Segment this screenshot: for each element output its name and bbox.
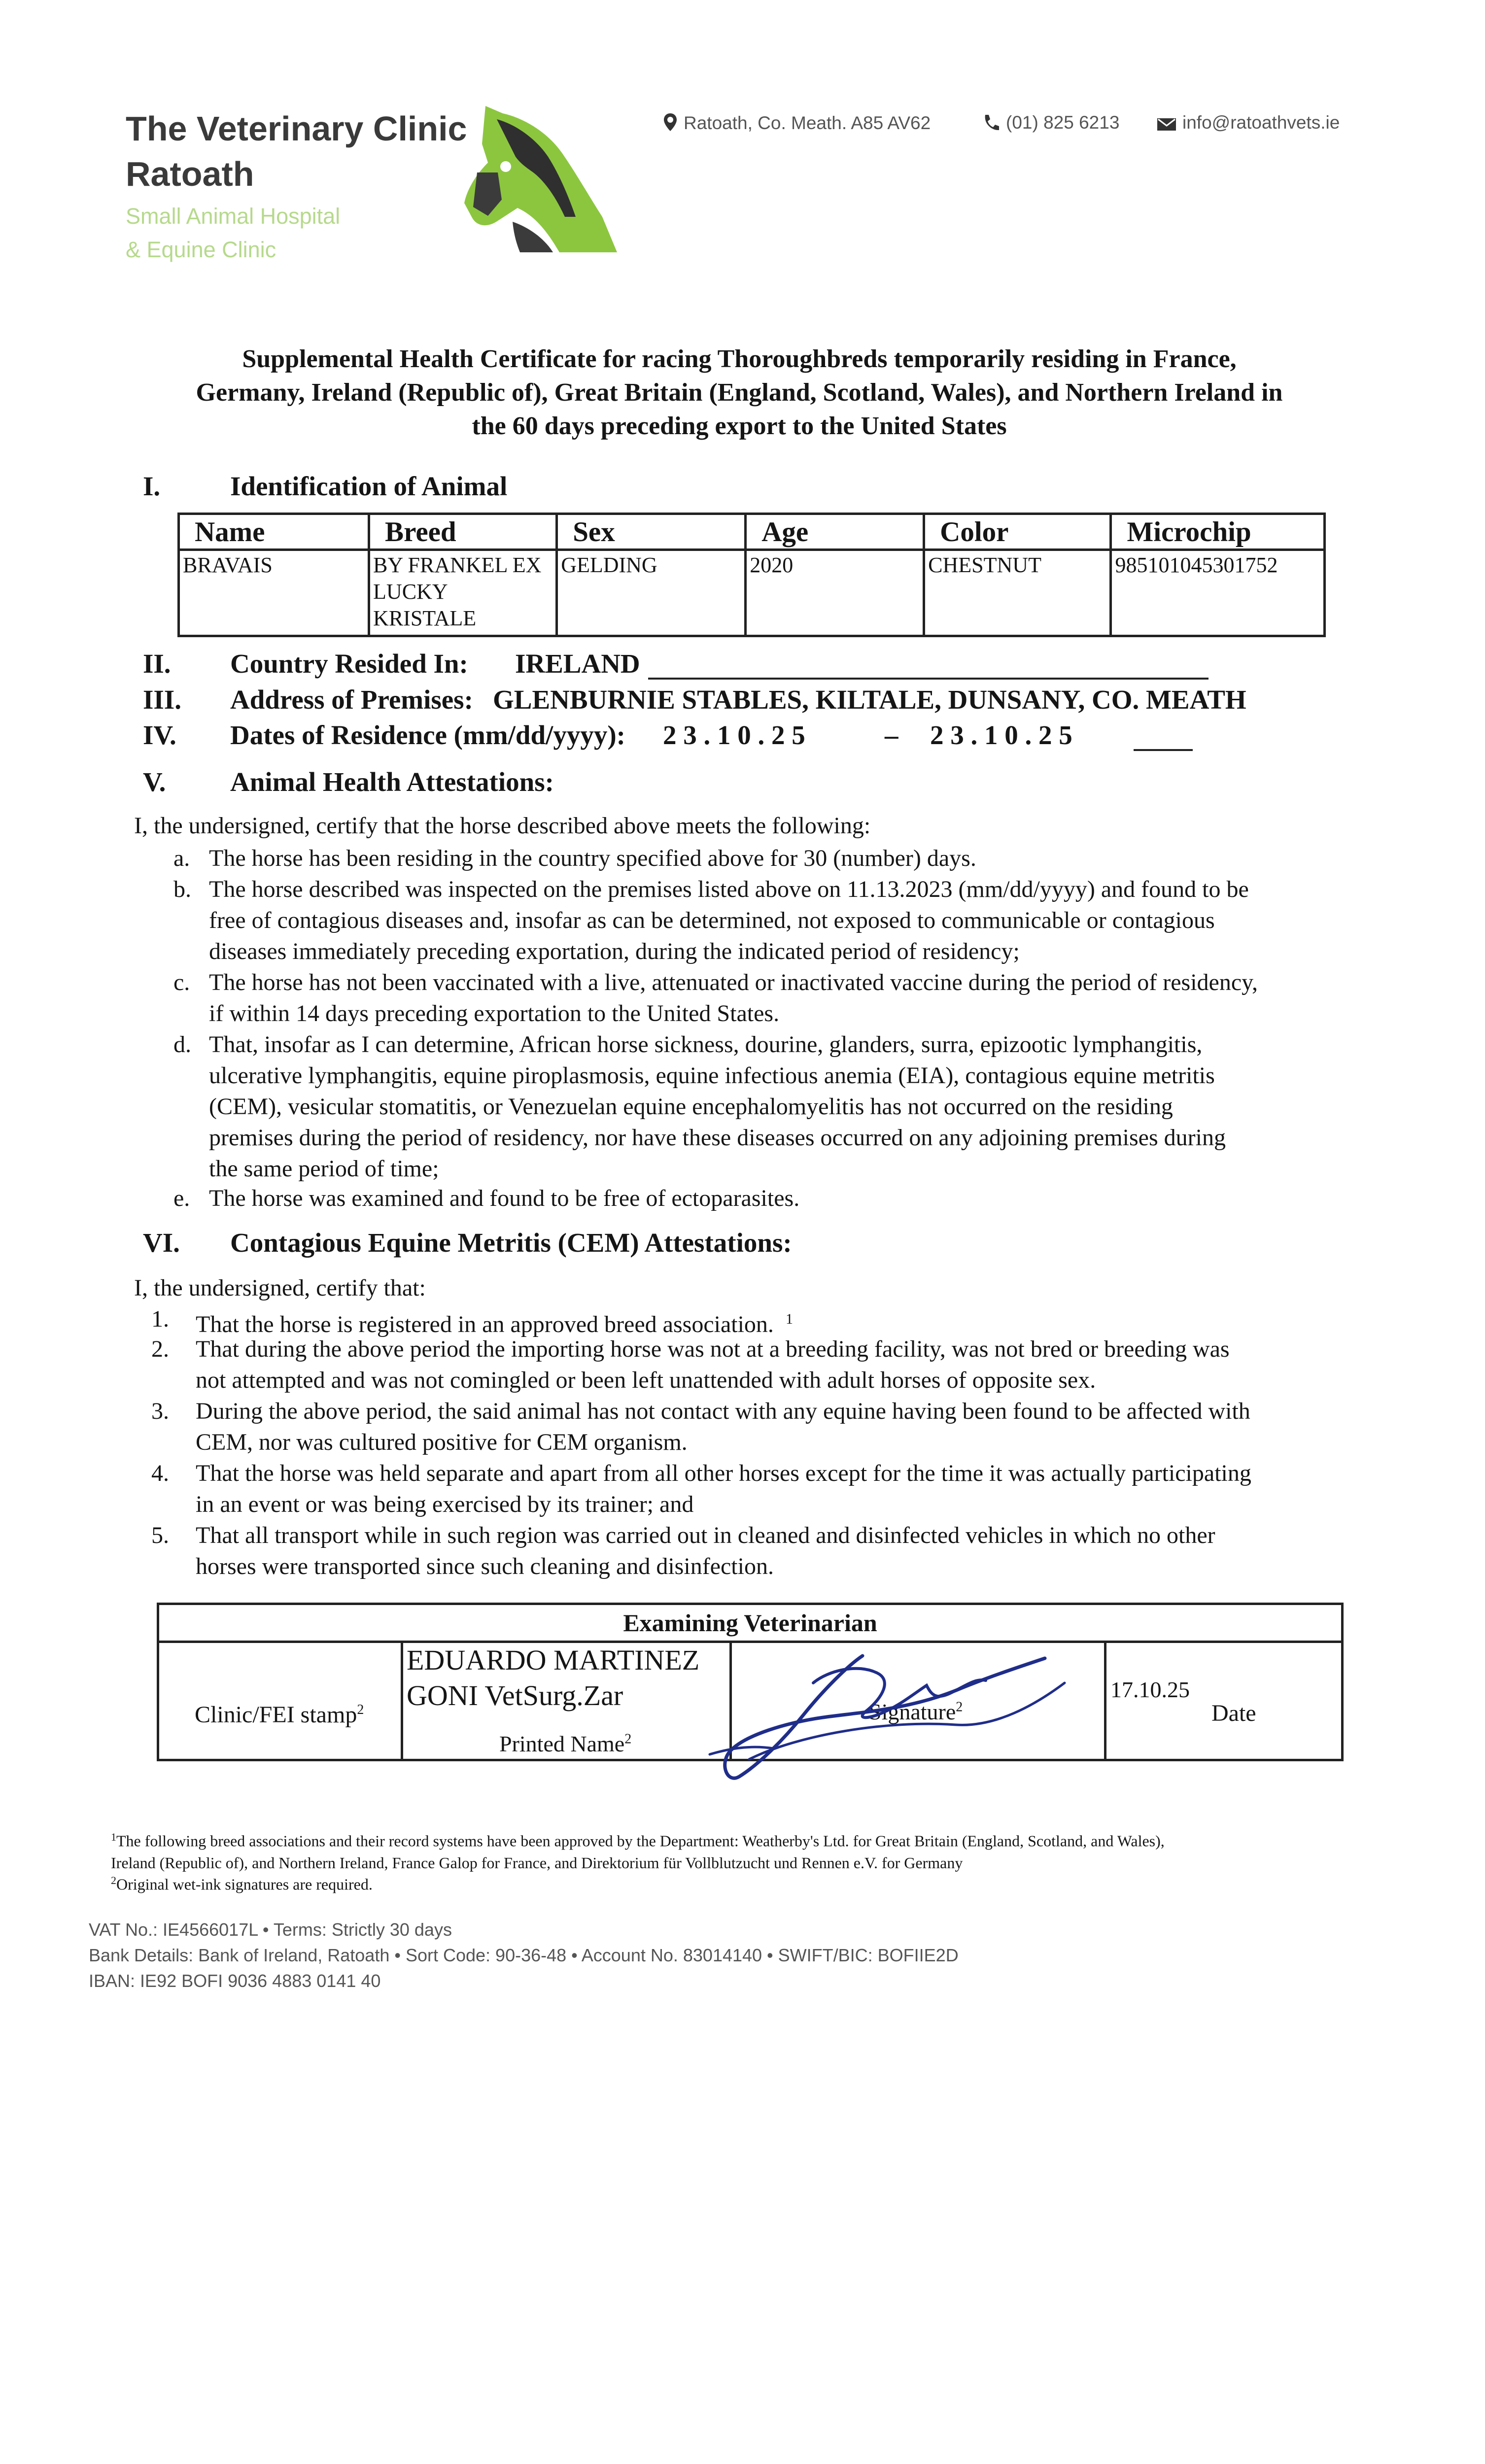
item-line: diseases immediately preceding exportation, during the indicated period of residency; xyxy=(209,938,1020,964)
dates-underline xyxy=(1134,749,1193,751)
header-breed: Breed xyxy=(369,514,557,550)
item-line: That all transport while in such region was carried out in cleaned and disinfected vehicles in which no other xyxy=(196,1522,1215,1548)
section-number: III. xyxy=(143,684,181,715)
vet-name-line1: EDUARDO MARTINEZ xyxy=(407,1644,700,1676)
cem-item-5 xyxy=(151,1520,1215,1582)
attestation-e xyxy=(173,1183,799,1214)
item-text xyxy=(209,1029,1226,1184)
premises-value: GLENBURNIE STABLES, KILTALE, DUNSANY, CO. MEATH xyxy=(493,684,1246,715)
tagline-line2: & Equine Clinic xyxy=(126,237,276,262)
title-line3: the 60 days preceding export to the United States xyxy=(472,412,1007,440)
stamp-label: Clinic/FEI stamp xyxy=(195,1702,357,1728)
attestation-a xyxy=(173,843,976,874)
footnote-1 xyxy=(111,1826,1392,1874)
section-number: II. xyxy=(143,649,171,679)
dates-label: Dates of Residence (mm/dd/yyyy): xyxy=(230,720,625,750)
item-text xyxy=(196,1396,1250,1458)
item-label: 1. xyxy=(151,1306,169,1332)
item-line: During the above period, the said animal has not contact with any equine having been found to be affected with xyxy=(196,1398,1250,1424)
footnote-2 xyxy=(111,1870,373,1895)
location-pin-icon xyxy=(663,112,678,132)
cem-intro: I, the undersigned, certify that: xyxy=(134,1275,426,1301)
section-heading: Animal Health Attestations: xyxy=(230,767,554,797)
signature-sup: 2 xyxy=(956,1699,963,1715)
vet-divider xyxy=(1104,1641,1106,1761)
item-label: a. xyxy=(173,845,190,871)
cell-sex: GELDING xyxy=(557,550,746,636)
printed-name-label: Printed Name xyxy=(499,1731,625,1756)
printed-name-sup: 2 xyxy=(624,1731,632,1747)
company-footer xyxy=(89,1917,959,1994)
attestation-b xyxy=(173,874,1249,967)
item-line: The horse has been residing in the country specified above for 30 (number) days. xyxy=(209,845,976,871)
section-heading: Contagious Equine Metritis (CEM) Attestations: xyxy=(230,1228,792,1258)
clinic-name xyxy=(126,106,467,197)
envelope-icon xyxy=(1157,117,1176,132)
item-line: CEM, nor was cultured positive for CEM organism. xyxy=(196,1429,688,1455)
cell-color: CHESTNUT xyxy=(924,550,1111,636)
item-line: That the horse was held separate and apart from all other horses except for the time it was actually participating xyxy=(196,1460,1251,1486)
item-text xyxy=(209,843,976,874)
item-line: The horse was examined and found to be free of ectoparasites. xyxy=(209,1185,800,1211)
section-number: V. xyxy=(143,767,166,797)
item-line: not attempted and was not comingled or been left unattended with adult horses of opposite sex. xyxy=(196,1367,1096,1393)
tagline-line1: Small Animal Hospital xyxy=(126,204,341,229)
item-label: b. xyxy=(173,876,191,902)
section-number: IV. xyxy=(143,720,176,750)
cell-breed xyxy=(369,550,557,636)
clinic-stamp-cell xyxy=(195,1701,364,1728)
item-line: free of contagious diseases and, insofar as can be determined, not exposed to communicable or contagious xyxy=(209,907,1215,933)
item-line: That, insofar as I can determine, African horse sickness, dourine, glanders, surra, epizootic lymphangitis, xyxy=(209,1031,1203,1058)
cem-item-3 xyxy=(151,1396,1250,1458)
iban-line: IBAN: IE92 BOFI 9036 4883 0141 40 xyxy=(89,1971,381,1991)
clinic-name-line2: Ratoath xyxy=(126,155,254,193)
clinic-tagline xyxy=(126,200,340,267)
item-line: That during the above period the importing horse was not at a breeding facility, was not bred or breeding was xyxy=(196,1336,1230,1362)
animal-identification-table xyxy=(177,513,1326,637)
certificate-title xyxy=(74,342,1405,443)
item-line: premises during the period of residency, nor have these diseases occurred on any adjoining premises during xyxy=(209,1125,1226,1151)
cell-microchip: 985101045301752 xyxy=(1111,550,1325,636)
bank-line: Bank Details: Bank of Ireland, Ratoath • Sort Code: 90-36-48 • Account No. 83014140 • SWIFT/BIC: BOFIIE2D xyxy=(89,1945,959,1965)
email-contact xyxy=(1157,112,1340,133)
footnote-1-line1: The following breed associations and their record systems have been approved by the Department: Weatherby's Ltd. for Great Britain (England, Scotland, and Wales), xyxy=(116,1832,1165,1850)
country-label: Country Resided In: xyxy=(230,649,468,679)
vet-heading: Examining Veterinarian xyxy=(159,1605,1341,1643)
breed-line1: BY FRANKEL EX xyxy=(373,553,542,577)
header-age: Age xyxy=(746,514,924,550)
vet-name-line2: GONI VetSurg.Zar xyxy=(407,1679,623,1711)
date-label: Date xyxy=(1211,1700,1256,1726)
item-line: (CEM), vesicular stomatitis, or Venezuelan equine encephalomyelitis has not occurred on the residing xyxy=(209,1094,1173,1120)
cell-age: 2020 xyxy=(746,550,924,636)
item-line: if within 14 days preceding exportation to the United States. xyxy=(209,1000,780,1027)
item-text xyxy=(209,967,1258,1029)
item-text xyxy=(196,1334,1230,1396)
item-text xyxy=(196,1458,1251,1520)
item-line: The horse has not been vaccinated with a live, attenuated or inactivated vaccine during the period of residency, xyxy=(209,969,1258,995)
item-label: e. xyxy=(173,1185,190,1211)
dates-from: 2 3 . 1 0 . 2 5 xyxy=(663,720,805,750)
date-value: 17.10.25 xyxy=(1110,1677,1190,1702)
stamp-sup: 2 xyxy=(357,1702,364,1717)
item-label: 2. xyxy=(151,1336,169,1362)
phone-text: (01) 825 6213 xyxy=(1006,112,1120,133)
attestation-c xyxy=(173,967,1258,1029)
item-line: the same period of time; xyxy=(209,1156,439,1182)
phone-icon xyxy=(982,114,1000,132)
health-intro: I, the undersigned, certify that the horse described above meets the following: xyxy=(134,813,871,839)
item-label: 5. xyxy=(151,1522,169,1548)
premises-label: Address of Premises: xyxy=(230,684,473,715)
item-line: horses were transported since such cleaning and disinfection. xyxy=(196,1553,774,1579)
header-sex: Sex xyxy=(557,514,746,550)
header-color: Color xyxy=(924,514,1111,550)
header-name: Name xyxy=(179,514,369,550)
item-text xyxy=(209,1183,799,1214)
signature-label: Signature xyxy=(869,1699,956,1724)
attestation-d xyxy=(173,1029,1226,1184)
breed-line3: KRISTALE xyxy=(373,606,477,630)
section-heading: Identification of Animal xyxy=(230,471,508,501)
dates-to: 2 3 . 1 0 . 2 5 xyxy=(930,720,1072,750)
item-text xyxy=(196,1520,1215,1582)
phone-contact xyxy=(982,112,1119,133)
footnote-2-text: Original wet-ink signatures are required. xyxy=(116,1875,373,1893)
horse-logo-icon xyxy=(419,99,631,261)
footnote-ref: 1 xyxy=(785,1311,793,1327)
table-row xyxy=(179,550,1325,636)
title-line1: Supplemental Health Certificate for racing Thoroughbreds temporarily residing in France, xyxy=(242,345,1237,373)
vet-divider xyxy=(401,1641,403,1761)
item-text xyxy=(209,874,1249,967)
header-microchip: Microchip xyxy=(1111,514,1325,550)
item-line: That the horse is registered in an approved breed association. xyxy=(196,1311,774,1337)
vat-line: VAT No.: IE4566017L • Terms: Strictly 30 days xyxy=(89,1919,452,1940)
item-line: ulcerative lymphangitis, equine piroplasmosis, equine infectious anemia (EIA), contagious equine metritis xyxy=(209,1062,1215,1089)
signature-scribble-icon xyxy=(700,1636,1084,1784)
clinic-name-line1: The Veterinary Clinic xyxy=(126,109,467,148)
address-contact xyxy=(663,112,931,134)
email-text: info@ratoathvets.ie xyxy=(1182,112,1340,133)
item-line: in an event or was being exercised by its trainer; and xyxy=(196,1491,694,1517)
item-label: d. xyxy=(173,1031,191,1058)
cem-item-2 xyxy=(151,1334,1230,1396)
item-label: 3. xyxy=(151,1398,169,1424)
vet-printed-name xyxy=(407,1643,699,1713)
title-line2: Germany, Ireland (Republic of), Great Britain (England, Scotland, Wales), and Northern Ireland in xyxy=(196,378,1283,407)
address-text: Ratoath, Co. Meath. A85 AV62 xyxy=(684,113,931,133)
item-label: c. xyxy=(173,969,190,995)
item-label: 4. xyxy=(151,1460,169,1486)
footnote-2-sup: 2 xyxy=(111,1874,116,1886)
section-number: VI. xyxy=(143,1228,180,1258)
printed-name-label-wrap xyxy=(499,1731,631,1757)
footnote-1-line2: Ireland (Republic of), and Northern Ireland, France Galop for France, and Direktorium für Vollblutzucht und Rennen e.V. for Germany xyxy=(111,1853,963,1872)
dates-dash: – xyxy=(885,720,898,750)
footnote-1-sup: 1 xyxy=(111,1831,116,1843)
country-value: IRELAND xyxy=(515,649,640,679)
section-number: I. xyxy=(143,471,161,501)
table-header-row xyxy=(179,514,1325,550)
item-line: The horse described was inspected on the premises listed above on 11.13.2023 (mm/dd/yyyy) and found to be xyxy=(209,876,1249,902)
cem-item-4 xyxy=(151,1458,1251,1520)
cell-name: BRAVAIS xyxy=(179,550,369,636)
country-underline xyxy=(648,678,1209,680)
breed-line2: LUCKY xyxy=(373,580,448,604)
